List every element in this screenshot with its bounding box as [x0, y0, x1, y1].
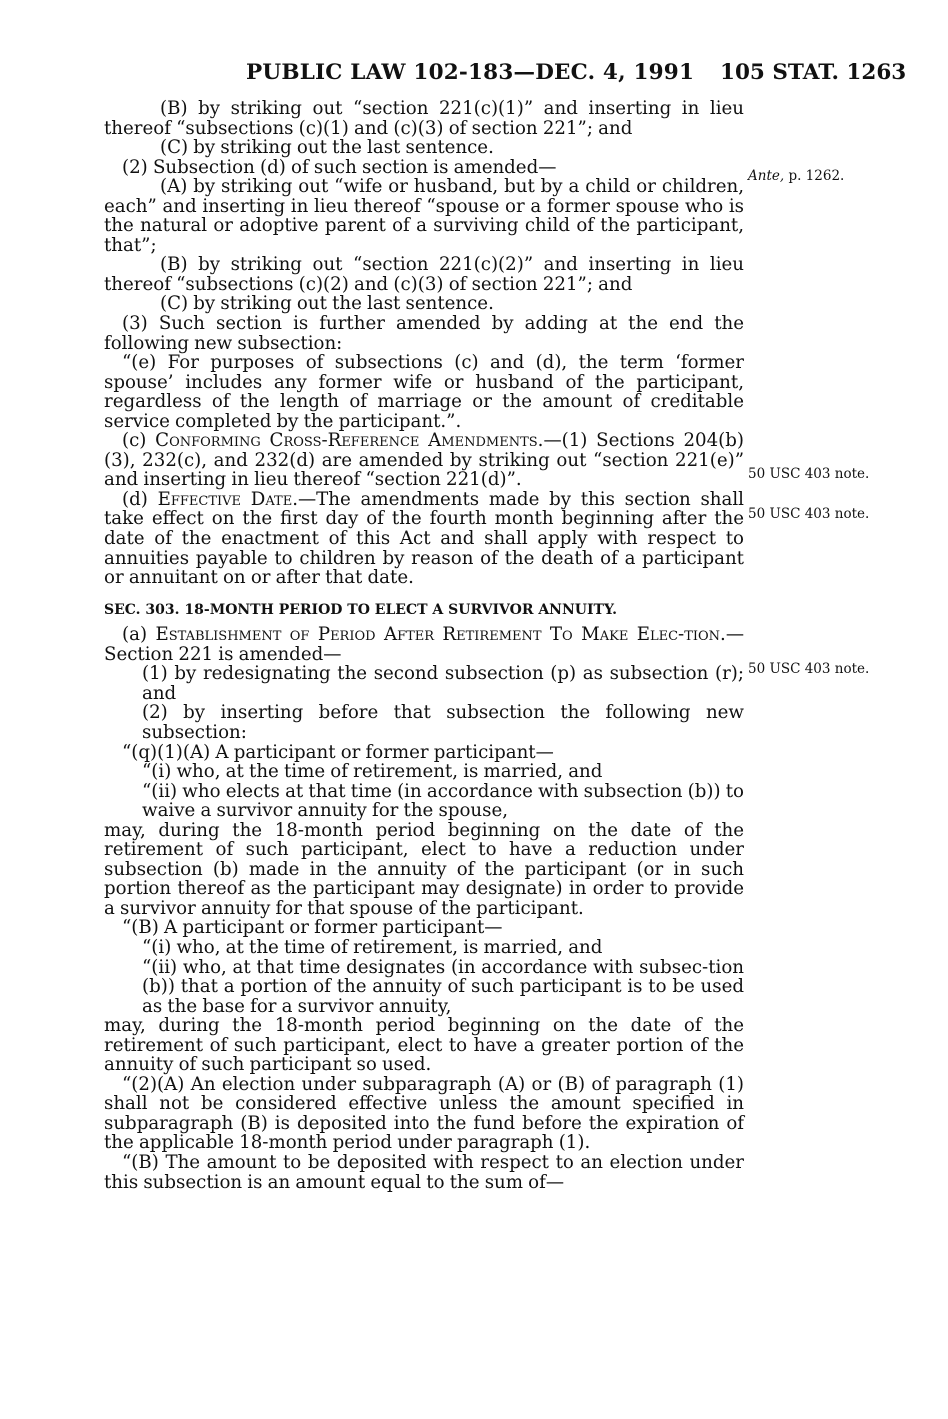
statutes-page-number: 105 STAT. 1263 — [720, 60, 907, 85]
quoted-paragraph: “(2)(A) An election under subparagraph (A) or (B) of paragraph (1) shall not be considered effective unless the amount specified in subparagraph (B) is deposited into the fund before the expiration of the applicable 18-month period under paragraph (1). — [104, 1073, 744, 1154]
subsection-c-prefix: (c) — [122, 430, 147, 452]
paragraph: may, during the 18-month period beginning on the date of the retirement of such participant, elect to have a reduction under subsection (b) made in the annuity of the participant (or in such portion thereof as the participant may designate) in order to provide a survivor annuity for that spouse of the participant. — [104, 819, 744, 919]
quoted-paragraph: “(B) A participant or former participant— — [122, 917, 503, 939]
subsection-a-dash: — — [725, 624, 744, 646]
margin-note-usc: 50 USC 403 note. — [748, 466, 870, 482]
quoted-subsection: “(e) For purposes of subsections (c) and (d), the term ‘former spouse’ includes any former wife or husband of the participant, regardless of the length of marriage or the amount of creditable service completed by the participant.”. — [104, 352, 744, 432]
body-text — [104, 99, 744, 1192]
margin-note-italic: Ante, — [748, 168, 785, 184]
subsection-a — [104, 625, 744, 664]
clause: “(ii) who, at that time designates (in accordance with subsec‑tion (b)) that a portion of the annuity of such participant is to be used as the base for a survivor annuity, — [142, 956, 744, 1017]
margin-note-text: p. 1262. — [784, 168, 845, 184]
subsection-c-text: Sections 204(b)(3), 232(c), and 232(d) are amended by striking out “section 221(e)” and inserting in lieu thereof “section 221(d)”. — [104, 430, 744, 491]
running-header-title: PUBLIC LAW 102-183—DEC. 4, 1991 — [246, 60, 695, 85]
section-heading: SEC. 303. 18-MONTH PERIOD TO ELECT A SURVIVOR ANNUITY. — [104, 601, 618, 618]
subsection-c-heading: Conforming Cross-Reference Amendments. — [155, 430, 544, 452]
subsection-a-prefix: (a) — [122, 624, 148, 646]
paragraph: (2) by inserting before that subsection the following new subsection: — [142, 702, 744, 743]
paragraph: (C) by striking out the last sentence. — [160, 137, 494, 159]
quoted-paragraph: “(q)(1)(A) A participant or former participant— — [122, 741, 554, 763]
subsection-d-prefix: (d) — [122, 488, 148, 510]
paragraph: may, during the 18-month period beginning on the date of the retirement of such participant, elect to have a greater portion of the annuity of such participant so used. — [104, 1015, 744, 1076]
paragraph: (3) Such section is further amended by adding at the end the following new subsection: — [104, 313, 744, 354]
paragraph: (2) Subsection (d) of such section is amended— — [122, 156, 557, 178]
subsection-d-heading: Effective Date. — [157, 488, 298, 510]
clause: “(ii) who elects at that time (in accordance with subsection (b)) to waive a survivor annuity for the spouse, — [142, 780, 744, 822]
subsection-d — [104, 490, 744, 588]
subsection-a-text: Section 221 is amended— — [104, 643, 342, 665]
paragraph: (A) by striking out “wife or husband, but by a child or children, each” and inserting in lieu thereof “spouse or a former spouse who is the natural or adoptive parent of a surviving child of the participant, that”; — [104, 176, 744, 256]
clause: “(i) who, at the time of retirement, is married, and — [142, 936, 603, 958]
paragraph: (B) by striking out “section 221(c)(1)” and inserting in lieu thereof “subsections (c)(1) and (c)(3) of section 221”; and — [104, 98, 744, 139]
subsection-c-dash: —(1) — [543, 430, 588, 452]
subsection-d-text: The amendments made by this section shall take effect on the first day of the fourth month beginning after the date of the enactment of this Act and shall apply with respect to annuities payable to children by reason of the death of a participant or annuitant on or after that date. — [104, 488, 744, 589]
paragraph: (C) by striking out the last sentence. — [160, 293, 494, 315]
subsection-c — [104, 431, 744, 490]
margin-note-usc: 50 USC 403 note. — [748, 506, 870, 522]
margin-note-usc: 50 USC 403 note. — [748, 661, 870, 677]
quoted-paragraph: “(B) The amount to be deposited with respect to an election under this subsection is an amount equal to the sum of— — [104, 1151, 744, 1193]
margin-note-ante — [748, 168, 844, 184]
paragraph: (1) by redesignating the second subsection (p) as subsection (r); and — [142, 663, 744, 704]
subsection-d-dash: — — [297, 488, 317, 510]
subsection-a-heading: Establishment of Period After Retirement To Make Elec‑tion. — [155, 624, 726, 646]
clause: “(i) who, at the time of retirement, is married, and — [142, 761, 603, 783]
paragraph: (B) by striking out “section 221(c)(2)” and inserting in lieu thereof “subsections (c)(2) and (c)(3) of section 221”; and — [104, 254, 744, 295]
